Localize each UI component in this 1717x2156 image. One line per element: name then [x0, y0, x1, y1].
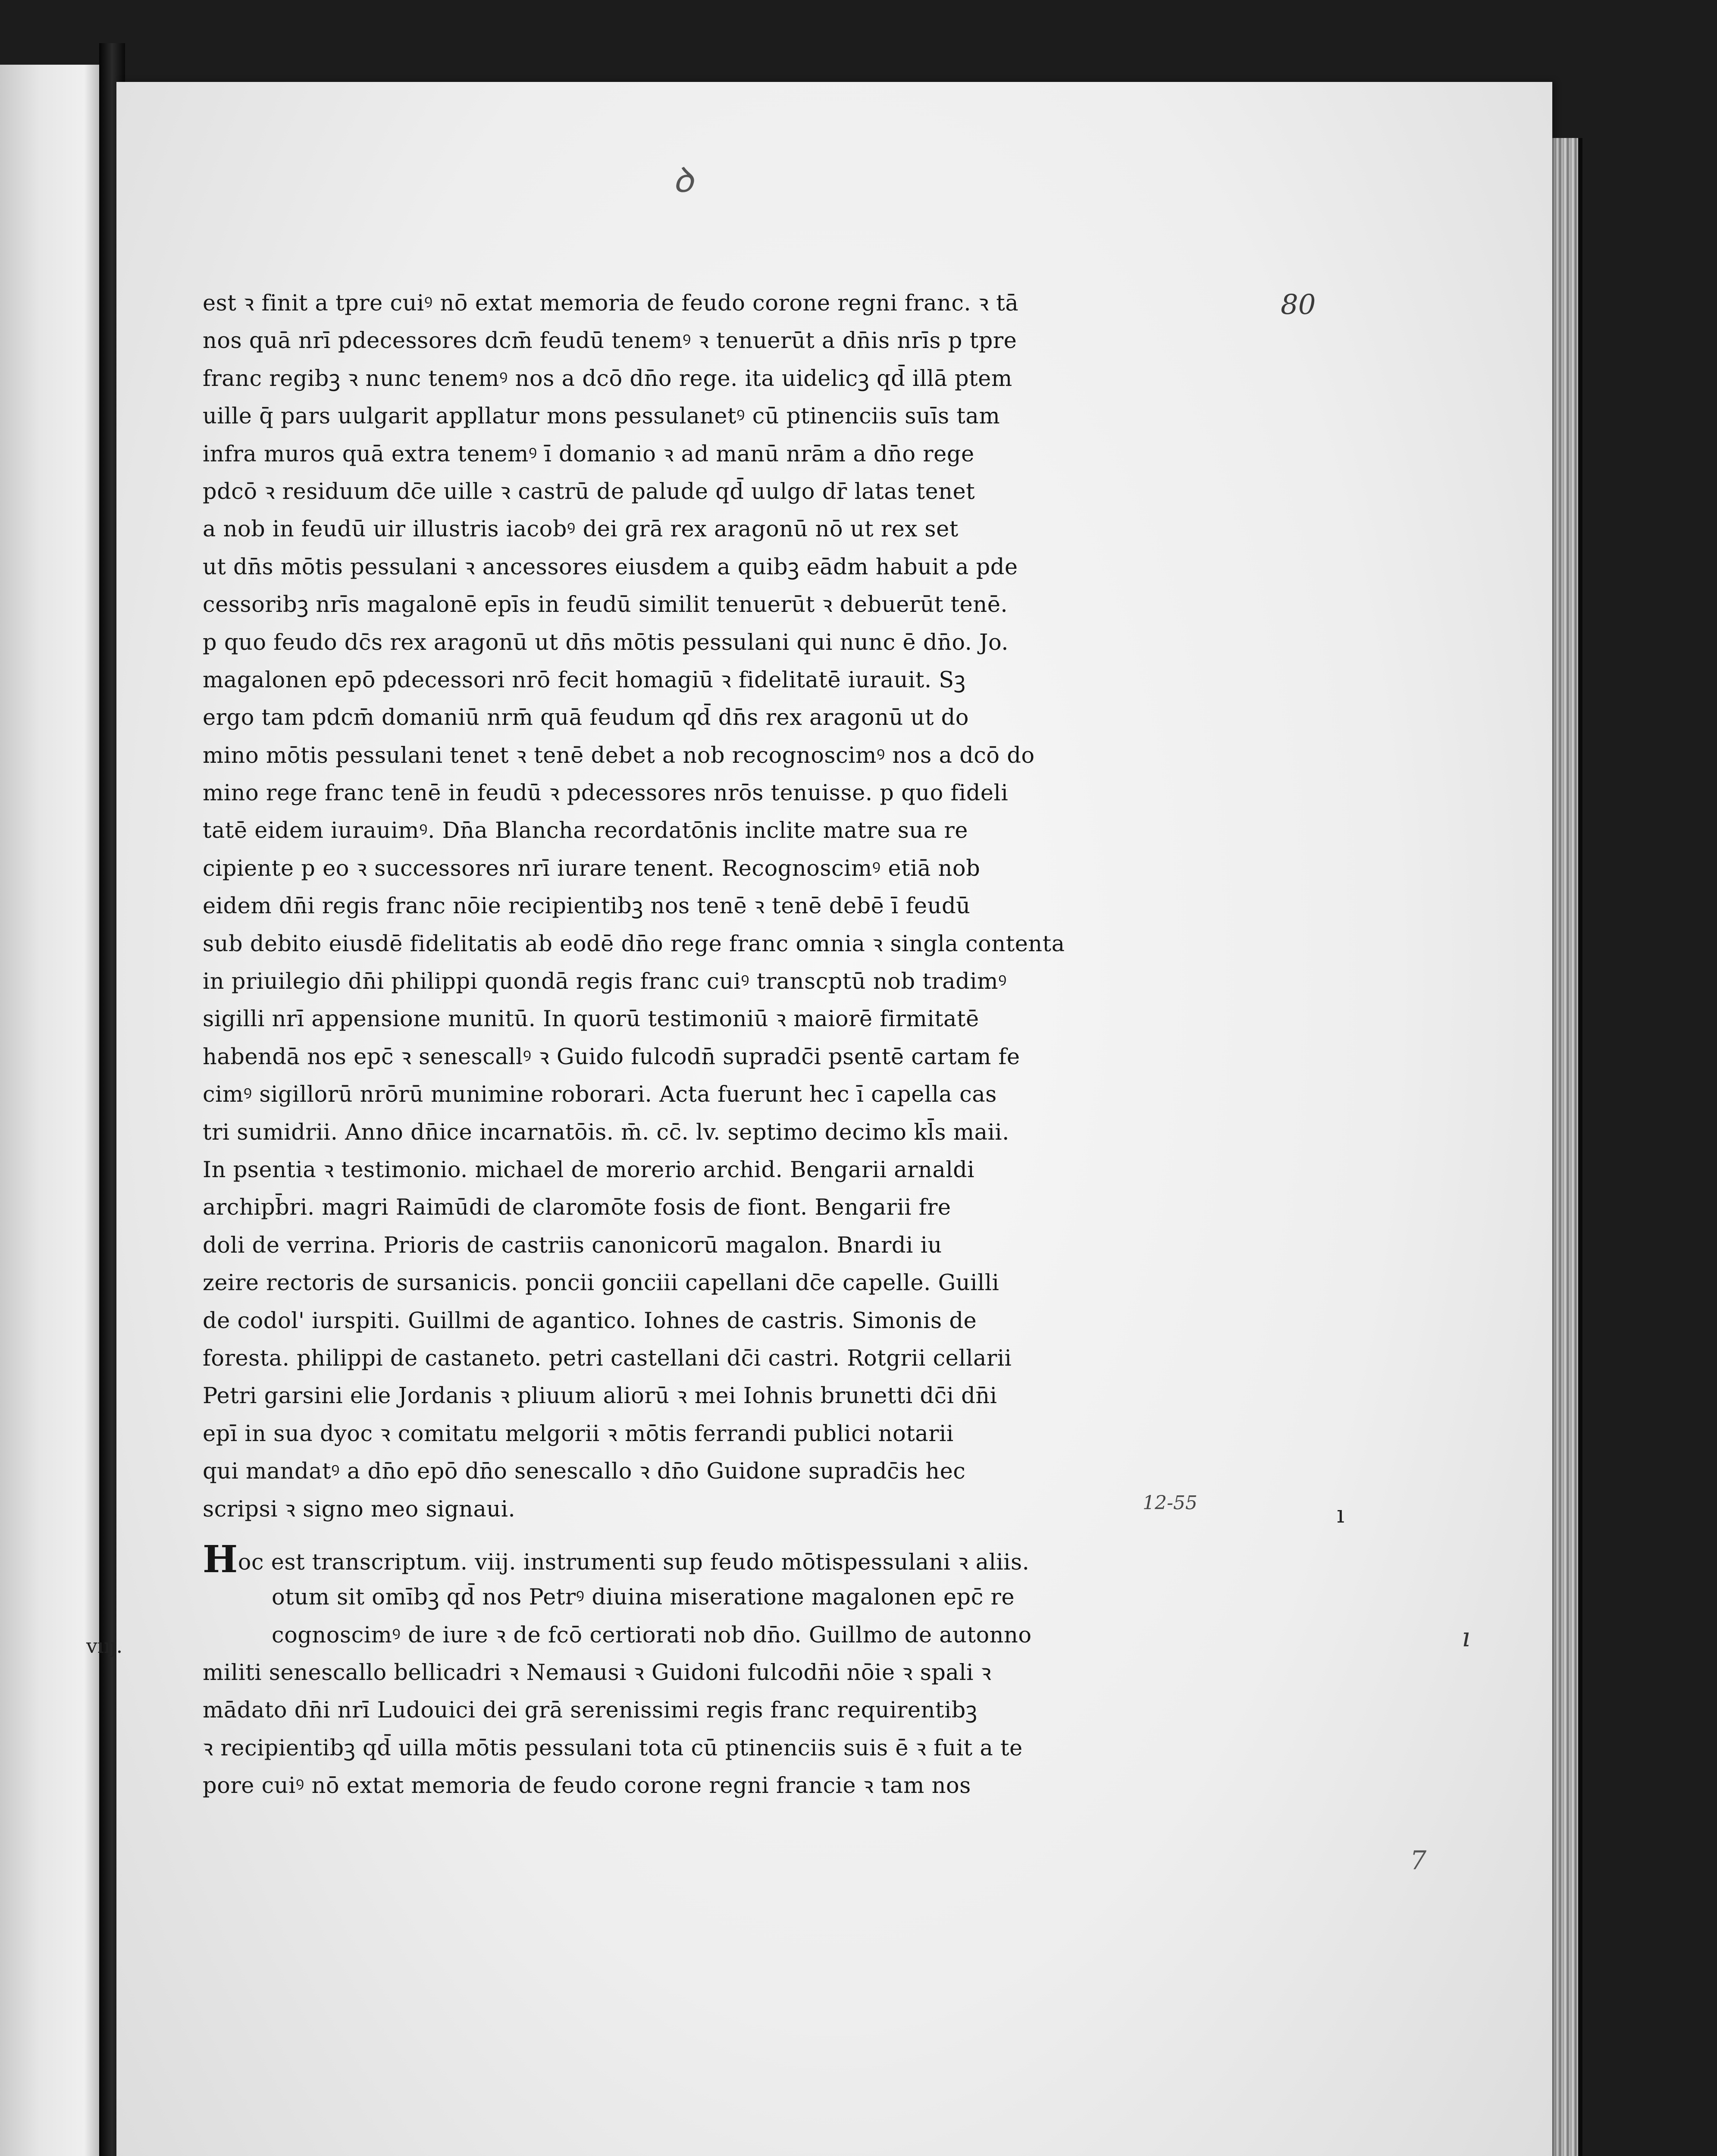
text-line: pdcō ꝛ residuum dc̄e uille ꝛ castrū de palude qd̄ uulgo dr̄ latas tenet	[203, 479, 975, 505]
text-line: a nob in feudū uir illustris iacobꝰ dei grā rex aragonū nō ut rex set	[203, 517, 959, 542]
text-line: cognoscimꝰ de iure ꝛ de fcō certiorati nob dn̄o. Guillmo de autonno	[272, 1622, 1032, 1648]
text-line: in priuilegio dn̄i philippi quondā regis franc cuiꝰ transcptū nob tradimꝰ	[203, 969, 1007, 995]
text-line: franc regibꝫ ꝛ nunc tenemꝰ nos a dcō dn̄o rege. ita uidelicꝫ qd̄ illā ptem	[203, 366, 1012, 392]
text-line: p quo feudo dc̄s rex aragonū ut dn̄s mōtis pessulani qui nunc ē dn̄o. Jo.	[203, 630, 1009, 655]
text-line: est ꝛ finit a tpre cuiꝰ nō extat memoria de feudo corone regni franc. ꝛ tā	[203, 291, 1019, 316]
text-line: mādato dn̄i nrī Ludouici dei grā serenissimi regis franc requirentibꝫ	[203, 1698, 978, 1724]
decorated-initial: H	[203, 1541, 238, 1579]
text-line: cipiente p eo ꝛ successores nrī iurare tenent. Recognoscimꝰ etiā nob	[203, 856, 981, 881]
manuscript-folio	[86, 82, 1552, 2156]
text-line: zeire rectoris de sursanicis. poncii gonciii capellani dc̄e capelle. Guilli	[203, 1270, 999, 1296]
text-line: mino rege franc tenē in feudū ꝛ pdecessores nrōs tenuisse. p quo fideli	[203, 780, 1009, 806]
text-line: magalonen epō pdecessori nrō fecit homagiū ꝛ fidelitatē iurauit. Sꝫ	[203, 667, 966, 693]
transcript-heading-section	[203, 1541, 1207, 1805]
top-pencil-mark: ꝺ	[673, 160, 693, 200]
text-line-with-initial	[203, 1541, 1207, 1579]
text-line: cessoribꝫ nrīs magalonē epīs in feudū similit tenuerūt ꝛ debuerūt tenē.	[203, 592, 1008, 618]
text-line: qui mandatꝰ a dn̄o epō dn̄o senescallo ꝛ dn̄o Guidone supradc̄is hec	[203, 1459, 966, 1485]
text-line: pore cuiꝰ nō extat memoria de feudo corone regni francie ꝛ tam nos	[203, 1773, 971, 1799]
margin-mark: ı	[1337, 1501, 1344, 1529]
text-line: militi senescallo bellicadri ꝛ Nemausi ꝛ Guidoni fulcodn̄i nōie ꝛ spali ꝛ	[203, 1660, 992, 1686]
text-line: cimꝰ sigillorū nrōrū munimine roborari. Acta fuerunt hec ī capella cas	[203, 1082, 997, 1108]
manuscript-text-block	[203, 285, 1207, 1805]
text-line: foresta. philippi de castaneto. petri castellani dc̄i castri. Rotgrii cellarii	[203, 1345, 1012, 1371]
text-line: mino mōtis pessulani tenet ꝛ tenē debet a nob recognoscimꝰ nos a dcō do	[203, 743, 1035, 768]
text-line: epī in sua dyoc ꝛ comitatu melgorii ꝛ mōtis ferrandi publici notarii	[203, 1421, 954, 1447]
text-line: tatē eidem iurauimꝰ. Dn̄a Blancha recordatōnis inclite matre sua re	[203, 818, 968, 844]
text-line: sigilli nrī appensione munitū. In quorū testimoniū ꝛ maiorē firmitatē	[203, 1006, 979, 1032]
text-line: infra muros quā extra tenemꝰ ī domanio ꝛ ad manū nrām a dn̄o rege	[203, 441, 974, 467]
text-line: archipb̄ri. magri Raimūdi de claromōte fosis de fiont. Bengarii fre	[203, 1195, 951, 1221]
text-line: sub debito eiusdē fidelitatis ab eodē dn̄o rege franc omnia ꝛ singla contenta	[203, 931, 1065, 957]
margin-date-note: 12-55	[1143, 1492, 1197, 1514]
margin-mark: ı	[1462, 1621, 1470, 1653]
charter-text-section	[203, 285, 1207, 1528]
folio-number: 80	[1281, 289, 1316, 321]
text-line: uille q̄ pars uulgarit appllatur mons pessulanetꝰ cū ptinenciis suīs tam	[203, 404, 1000, 429]
text-line: ꝛ recipientibꝫ qd̄ uilla mōtis pessulani tota cū ptinenciis suis ē ꝛ fuit a te	[203, 1735, 1023, 1761]
text-line: tri sumidrii. Anno dn̄ice incarnatōis. m̄. cc̄. lv. septimo decimo kl̄s maii.	[203, 1119, 1009, 1145]
left-margin-mark: vııȷ.	[86, 1634, 123, 1658]
text-line: ergo tam pdcm̄ domaniū nrm̄ quā feudum qd̄ dn̄s rex aragonū ut do	[203, 705, 969, 731]
text-line: eidem dn̄i regis franc nōie recipientibꝫ nos tenē ꝛ tenē debē ī feudū	[203, 893, 971, 919]
margin-mark: 7	[1410, 1846, 1427, 1876]
text-line: scripsi ꝛ signo meo signaui.	[203, 1496, 516, 1522]
text-line: In psentia ꝛ testimonio. michael de morerio archid. Bengarii arnaldi	[203, 1157, 975, 1183]
text-line: habendā nos epc̄ ꝛ senescallꝰ ꝛ Guido fulcodn̄ supradc̄i psentē cartam fe	[203, 1044, 1020, 1070]
text-line: nos quā nrī pdecessores dcm̄ feudū tenemꝰ ꝛ tenuerūt a dn̄is nrīs p tpre	[203, 328, 1017, 354]
text-line: ut dn̄s mōtis pessulani ꝛ ancessores eiusdem a quibꝫ eādm habuit a pde	[203, 554, 1018, 580]
text-line: doli de verrina. Prioris de castriis canonicorū magalon. Bnardi iu	[203, 1232, 942, 1258]
text-line-rest: oc est transcriptum. viij. instrumenti sup feudo mōtispessulani ꝛ aliis.	[238, 1549, 1030, 1575]
facing-page-edge	[0, 65, 99, 2156]
text-line: Petri garsini elie Jordanis ꝛ pliuum aliorū ꝛ mei Iohnis brunetti dc̄i dn̄i	[203, 1383, 997, 1409]
text-line: de codol' iurspiti. Guillmi de agantico. Iohnes de castris. Simonis de	[203, 1308, 977, 1334]
text-line: otum sit omībꝫ qd̄ nos Petrꝰ diuina miseratione magalonen epc̄ re	[272, 1585, 1015, 1611]
